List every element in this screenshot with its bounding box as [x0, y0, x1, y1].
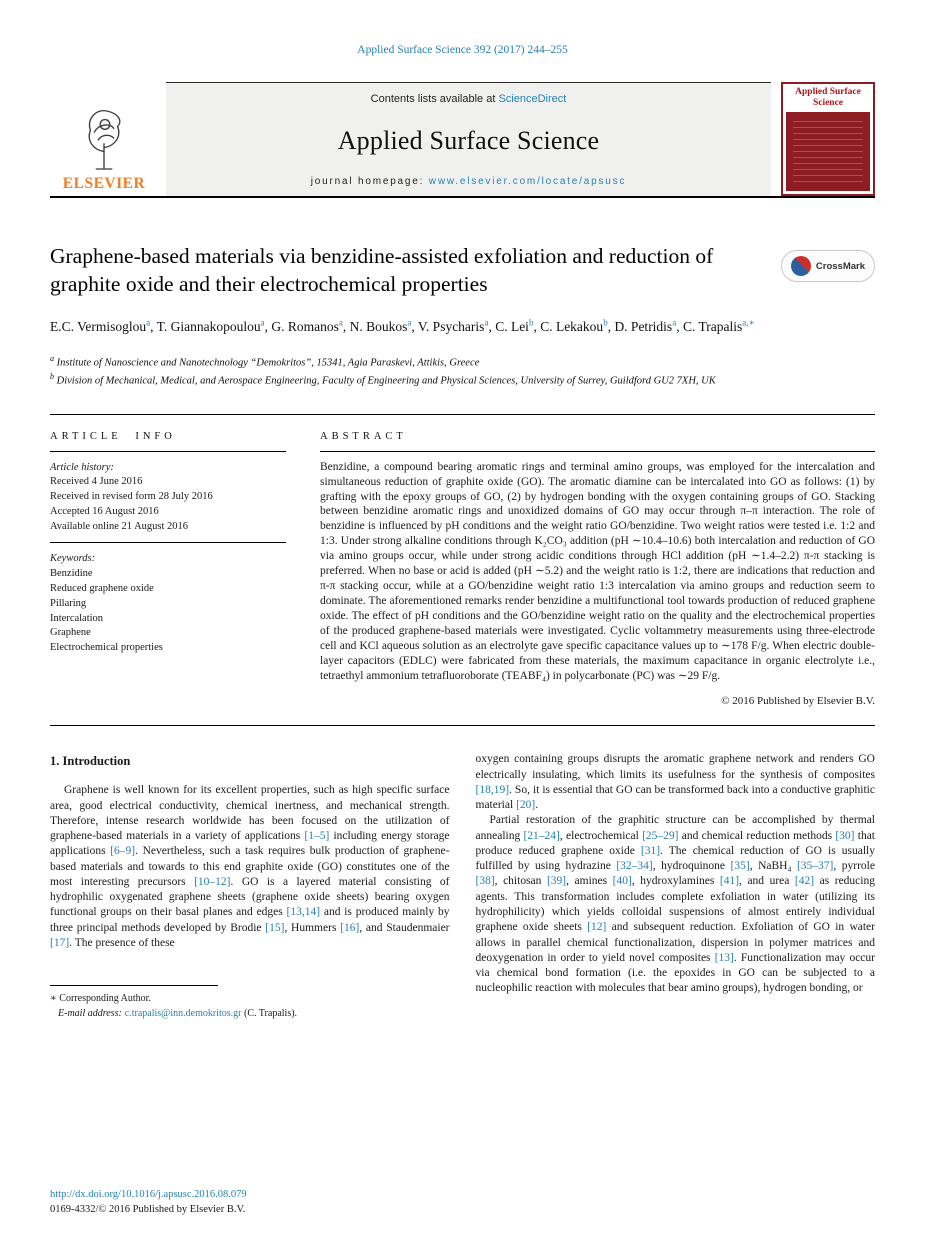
- section-heading-introduction: 1. Introduction: [50, 754, 131, 769]
- author-name: D. Petridis: [614, 319, 673, 335]
- author: [495, 319, 540, 334]
- author-affiliation-marker[interactable]: a: [407, 317, 412, 328]
- citation-link[interactable]: [16]: [340, 921, 360, 934]
- email-link[interactable]: c.trapalis@inn.demokritos.gr: [124, 1008, 242, 1020]
- author-affiliation-marker[interactable]: a: [484, 317, 489, 328]
- journal-cover-art: [786, 112, 870, 191]
- citation-link[interactable]: [21–24]: [523, 829, 560, 842]
- keywords-block: [50, 551, 286, 656]
- keyword: Benzidine: [50, 567, 93, 579]
- divider: [50, 451, 286, 452]
- page-footer: [50, 1187, 247, 1219]
- homepage-line: [166, 176, 771, 187]
- citation-link[interactable]: [13]: [714, 951, 734, 964]
- journal-banner: [166, 82, 771, 196]
- citation-link[interactable]: [31]: [640, 844, 661, 857]
- contents-prefix: Contents lists available at: [370, 93, 499, 105]
- journal-header: [50, 82, 875, 198]
- keyword: Electrochemical properties: [50, 642, 163, 654]
- right-column: [476, 752, 876, 1021]
- author-list: [50, 317, 875, 338]
- elsevier-tree-icon: [73, 103, 135, 173]
- author-name: G. Romanos: [271, 319, 339, 335]
- author-affiliation-marker[interactable]: b: [603, 317, 608, 328]
- citation-link[interactable]: [40]: [612, 875, 632, 888]
- author: [271, 319, 349, 334]
- history-line: Available online 21 August 2016: [50, 521, 189, 533]
- article-info-heading: ARTICLE INFO: [50, 430, 176, 442]
- issn-copyright-line: 0169-4332/© 2016 Published by Elsevier B.V.: [50, 1204, 246, 1216]
- citation-link[interactable]: [38]: [475, 875, 495, 888]
- keyword: Reduced graphene oxide: [50, 582, 154, 594]
- elsevier-logo: [50, 82, 158, 196]
- citation-link[interactable]: [1–5]: [304, 830, 330, 843]
- keywords-label: Keywords:: [50, 553, 96, 565]
- crossmark-label: CrossMark: [815, 260, 865, 272]
- author-name: C. Trapalis: [682, 319, 743, 335]
- citation-link[interactable]: [12]: [587, 921, 607, 934]
- affiliation-marker: a: [50, 354, 54, 364]
- crossmark-icon: [791, 256, 811, 276]
- footnote-block: [50, 985, 450, 1021]
- history-line: Received in revised form 28 July 2016: [50, 491, 213, 503]
- citation-link[interactable]: [10–12]: [194, 875, 231, 888]
- journal-cover-masthead: [783, 84, 873, 110]
- crossmark-badge[interactable]: [781, 250, 875, 282]
- keyword: Pillaring: [50, 597, 87, 609]
- journal-title: Applied Surface Science: [337, 125, 600, 155]
- affiliation: [50, 371, 875, 389]
- journal-citation-line: Applied Surface Science 392 (2017) 244–255: [357, 44, 568, 56]
- journal-cover-thumbnail: [781, 82, 875, 196]
- main-text: [50, 752, 875, 1021]
- author-name: V. Psycharis: [417, 319, 485, 335]
- citation-link[interactable]: [30]: [835, 829, 855, 842]
- doi-link[interactable]: http://dx.doi.org/10.1016/j.apsusc.2016.08.079: [50, 1188, 247, 1200]
- history-line: Received 4 June 2016: [50, 476, 143, 488]
- author: [418, 319, 495, 334]
- affiliation-text: Institute of Nanoscience and Nanotechnology “Demokritos”, 15341, Agia Paraskevi, Attikis, Greece: [56, 357, 480, 369]
- author-affiliation-marker[interactable]: a: [260, 317, 265, 328]
- history-line: Accepted 16 August 2016: [50, 506, 159, 518]
- citation-link[interactable]: [15]: [265, 921, 285, 934]
- citation-link[interactable]: [32–34]: [616, 860, 653, 873]
- author: [614, 319, 683, 334]
- affiliation-text: Division of Mechanical, Medical, and Aerospace Engineering, Faculty of Engineering and Physical Sciences, University of Surrey, Guildford GU2 7XH, UK: [56, 375, 716, 387]
- article-title: Graphene-based materials via benzidine-assisted exfoliation and reduction of graphite oxide and their electrochemical properties: [50, 244, 714, 297]
- author-affiliation-marker[interactable]: a,∗: [742, 317, 755, 328]
- author-affiliation-marker[interactable]: b: [528, 317, 534, 328]
- author: [50, 319, 157, 334]
- citation-link[interactable]: [35]: [730, 860, 750, 873]
- sciencedirect-link[interactable]: ScienceDirect: [498, 93, 567, 105]
- homepage-prefix: journal homepage:: [310, 176, 429, 187]
- body-paragraph: oxygen containing groups disrupts the aromatic graphene network and renders GO electrically insulating, which limits its usefulness for the synthesis of composites [18,19]. So, it is essential that GO can be transformed back into a conductive graphitic material [20].: [475, 753, 875, 812]
- keyword: Intercalation: [50, 612, 104, 624]
- article-info-column: [50, 425, 286, 708]
- author: [157, 319, 272, 334]
- citation-link[interactable]: [41]: [719, 875, 740, 888]
- citation-link[interactable]: [25–29]: [642, 829, 679, 842]
- citation-link[interactable]: [20]: [516, 799, 536, 812]
- citation-link[interactable]: [17]: [50, 937, 70, 950]
- email-suffix: (C. Trapalis).: [241, 1008, 298, 1020]
- citation-link[interactable]: [42]: [794, 875, 815, 888]
- homepage-link[interactable]: www.elsevier.com/locate/apsusc: [428, 176, 627, 187]
- article-info-abstract-section: [50, 414, 875, 727]
- left-column: [50, 752, 450, 1021]
- corresponding-author-note: ∗ Corresponding Author.: [50, 993, 151, 1005]
- body-paragraph: Graphene is well known for its excellent properties, such as high specific surface area, good electrical conductivity, chemical inertness, and mechanical strength. Therefore, intense research worldwide has been focused on the utilization of graphene-based materials in a variety of applications [1–5] including energy storage applications [6–9]. Nevertheless, such a task requires bulk production of graphene-based materials and towards to this end graphite oxide (GO) constitutes one of the most interesting precursors [10–12]. GO is a layered material consisting of hydrophilic oxygenated graphene sheets (graphene oxide sheets) bearing oxygen functional groups on their basal planes and edges [13,14] and is produced mainly by three principal methods developed by Brodie [15], Hummers [16], and Staudenmaier [17]. The presence of these: [50, 784, 450, 950]
- author-affiliation-marker[interactable]: a: [672, 317, 677, 328]
- footnote-divider: [50, 985, 218, 986]
- citation-link[interactable]: [13,14]: [286, 906, 321, 919]
- divider: [50, 542, 286, 543]
- email-line: [50, 1006, 450, 1021]
- keyword: Graphene: [50, 627, 91, 639]
- author-name: N. Boukos: [349, 319, 408, 335]
- author: [540, 319, 614, 334]
- affiliation: [50, 353, 875, 371]
- author-name: C. Lekakou: [540, 319, 604, 335]
- copyright-line: © 2016 Published by Elsevier B.V.: [721, 695, 875, 708]
- abstract-text: Benzidine, a compound bearing aromatic rings and terminal amino groups, was employed for the intercalation and simultaneous reduction of graphite oxide (GO). The aromatic diamine can be intercalated into GO as follows: (1) by grafting with the epoxy groups of GO, (2) by hydrogen bonding with the oxygen containing groups of GO. Stacking between benzidine aromatic rings and unoxidized domains of GO may occur through π–π interaction. The role of benzidine is influenced by pH conditions and the weight ratio GO/benzidine. Two weight ratios were tested i.e. 1:2 and 1:3. Under strong alkaline conditions through K₂CO₃ addition (pH ∼10.4–10.6) both intercalation and reduction of GO via amino groups occur, while under strong acidic conditions through HCl addition (pH ∼1.4–2.2) π-π stacking is preferred. When no base or acid is added (pH ∼5.2) and the weight ratio is 1:2, there are indications that reduction and π-π stacking occur, while at a GO/benzidine weight ratio 1:3 intercalation via amino groups and reduction seem to dominate. The aforementioned remarks render benzidine a multifunctional tool towards production of reduced graphene oxide. The effect of pH conditions and the GO/benzidine weight ratio on the quality and the electrochemical properties of the produced graphene-based materials were investigated. Cyclic voltammetry measurements using three-electrode cell and KCl aqueous solution as an electrolyte gave specific capacitance values up to ∼178 F/g. When electric double-layer capacitors (EDLC) were fabricated from these materials, the maximum capacitance in organic electrolyte i.e., tetraethyl ammonium tetrafluoroborate (TEABF₄) in polycarbonate (PC) was ∼29 F/g.: [320, 460, 875, 682]
- author-name: T. Giannakopoulou: [156, 319, 261, 335]
- affiliation-marker: b: [50, 372, 54, 382]
- abstract-heading: ABSTRACT: [320, 430, 407, 442]
- citation-link[interactable]: [35–37]: [796, 860, 834, 873]
- affiliation-list: [50, 353, 875, 390]
- citation-link[interactable]: [39]: [546, 875, 567, 888]
- contents-line: [166, 93, 771, 105]
- citation-link[interactable]: [6–9]: [110, 845, 136, 858]
- abstract-column: [320, 425, 875, 708]
- author-affiliation-marker[interactable]: a: [338, 317, 343, 328]
- author-name: C. Lei: [495, 319, 529, 335]
- email-label: E-mail address:: [58, 1008, 122, 1020]
- body-paragraph: Partial restoration of the graphitic structure can be accomplished by thermal annealing [21–24], electrochemical [25–29] and chemical reduction methods [30] that produce reduced graphene oxide [31]. The chemical reduction of GO is usually fulfilled by using hydrazine [32–34], hydroquinone [35], NaBH₄ [35–37], pyrrole [38], chitosan [39], amines [40], hydroxylamines [41], and urea [42] as reducing agents. This transformation includes complete exfoliation in water (utilizing its hydrophilicity) which yields colloidal suspensions of almost entirely individual graphene oxide sheets [12] and subsequent reduction. Exfoliation of GO in water allows in parallel chemical functionalization, dispersion in polymer matrices and deoxygenation in order to yield novel composites [13]. Functionalization may occur via chemical bond formation (i.e. the epoxides in GO can be subjected to a nucleophilic reaction with molecules that bear amino groups), hydrogen bonding, or: [475, 814, 875, 995]
- journal-cover-title: Applied Surface Science: [795, 87, 861, 108]
- author: [683, 319, 755, 334]
- article-history-label: Article history:: [50, 461, 114, 473]
- title-row: [50, 242, 875, 299]
- divider: [320, 451, 875, 452]
- author-name: E.C. Vermisoglou: [50, 319, 147, 335]
- author: [350, 319, 418, 334]
- citation-link[interactable]: [18,19]: [475, 783, 510, 796]
- author-affiliation-marker[interactable]: a: [146, 317, 151, 328]
- elsevier-wordmark: ELSEVIER: [62, 175, 146, 192]
